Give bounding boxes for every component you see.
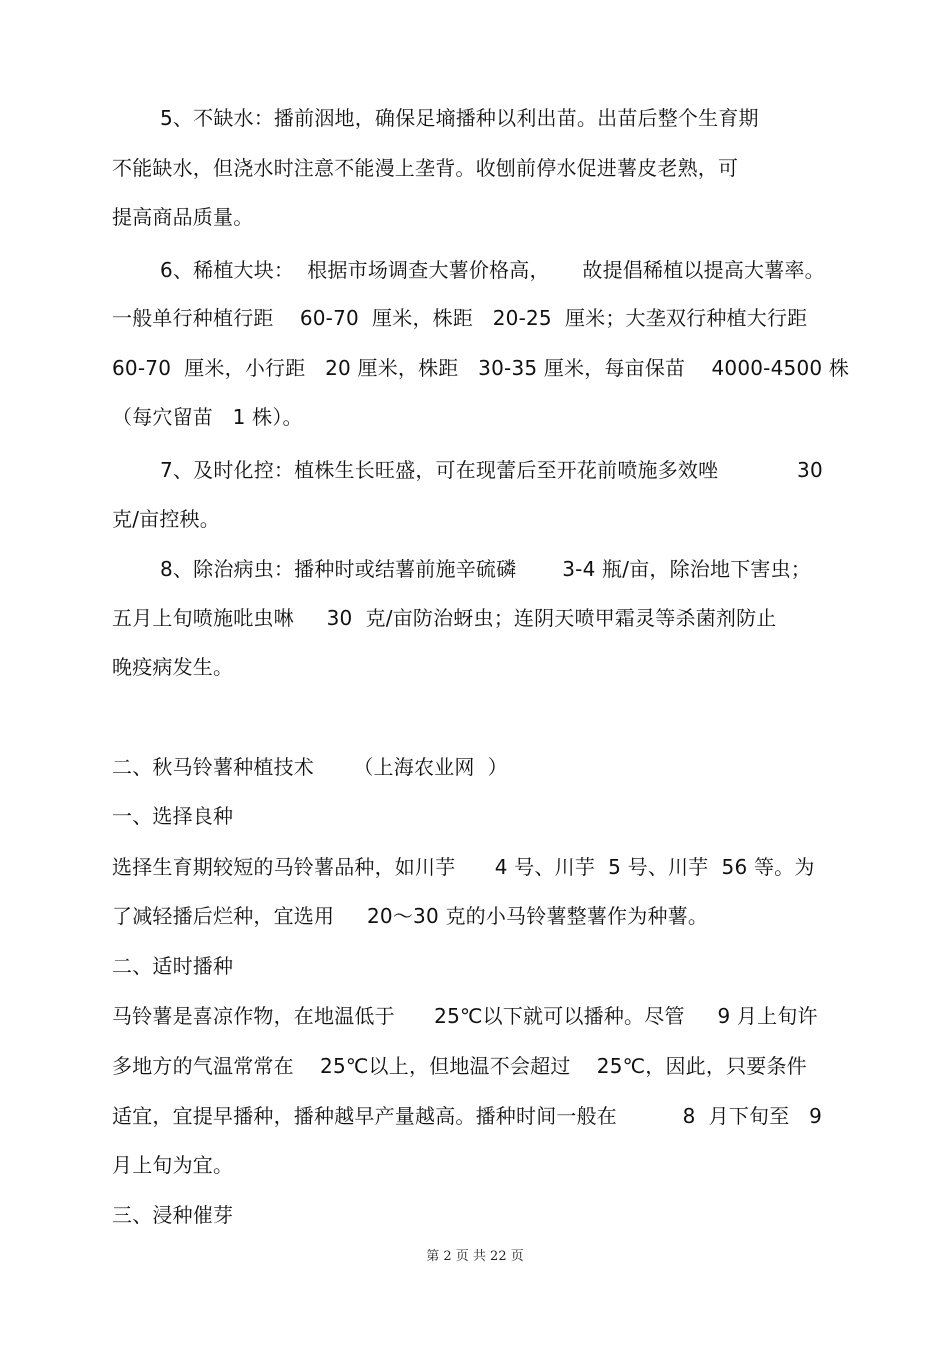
section-heading: 二、秋马铃薯种植技术 （上海农业网 ） [112, 755, 508, 779]
paragraph-line: 8、除治病虫：播种时或结薯前施辛硫磷 3-4 瓶/亩，除治地下害虫； [160, 557, 811, 581]
paragraph-line: 6、稀植大块： 根据市场调查大薯价格高， 故提倡稀植以提高大薯率。 [160, 258, 825, 282]
paragraph-line: 马铃薯是喜凉作物，在地温低于 25℃以下就可以播种。尽管 9 月上旬许 [112, 1004, 818, 1028]
paragraph-line: 选择生育期较短的马铃薯品种，如川芋 4 号、川芋 5 号、川芋 56 等。为 [112, 855, 815, 879]
paragraph-line: （每穴留苗 1 株）。 [112, 405, 303, 429]
paragraph-line: 了减轻播后烂种，宜选用 20～30 克的小马铃薯整薯作为种薯。 [112, 904, 709, 928]
page-number-footer: 第 2 页 共 22 页 [426, 1249, 524, 1264]
paragraph-line: 提高商品质量。 [112, 205, 254, 229]
paragraph-line: 适宜，宜提早播种，播种越早产量越高。播种时间一般在 8 月下旬至 9 [112, 1104, 823, 1128]
subsection-heading: 二、适时播种 [112, 954, 234, 978]
paragraph-line: 五月上旬喷施吡虫啉 30 克/亩防治蚜虫；连阴天喷甲霜灵等杀菌剂防止 [112, 606, 777, 630]
subsection-heading: 三、浸种催芽 [112, 1203, 234, 1227]
subsection-heading: 一、选择良种 [112, 804, 234, 828]
paragraph-line: 克/亩控秧。 [112, 507, 220, 531]
paragraph-line: 7、及时化控：植株生长旺盛，可在现蕾后至开花前喷施多效唑 30 [160, 458, 823, 482]
paragraph-line: 5、不缺水：播前洇地，确保足墒播种以利出苗。出苗后整个生育期 [160, 106, 759, 130]
paragraph-line: 月上旬为宜。 [112, 1153, 234, 1177]
paragraph-line: 一般单行种植行距 60-70 厘米，株距 20-25 厘米；大垄双行种植大行距 [112, 306, 808, 330]
paragraph-line: 不能缺水，但浇水时注意不能漫上垄背。收刨前停水促进薯皮老熟，可 [112, 156, 739, 180]
paragraph-line: 晚疫病发生。 [112, 655, 234, 679]
paragraph-line: 60-70 厘米，小行距 20 厘米，株距 30-35 厘米，每亩保苗 4000-4500 株 [112, 356, 850, 380]
paragraph-line: 多地方的气温常常在 25℃以上，但地温不会超过 25℃，因此，只要条件 [112, 1054, 807, 1078]
